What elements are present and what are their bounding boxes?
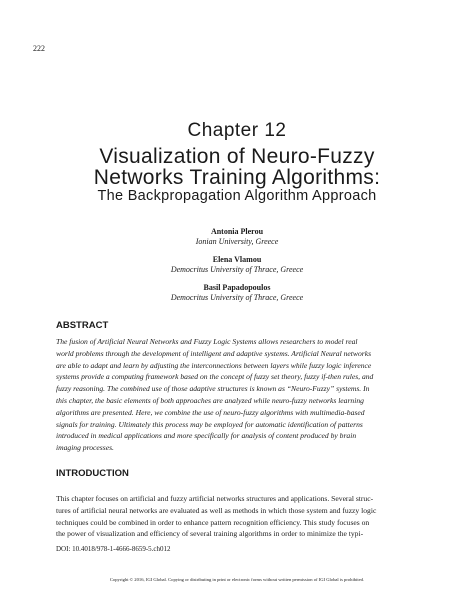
doi: DOI: 10.4018/978-1-4666-8659-5.ch012 <box>56 545 171 553</box>
chapter-title-line-2: Networks Training Algorithms: <box>93 166 381 189</box>
chapter-label: Chapter 12 <box>187 120 287 141</box>
author-affiliation: Democritus University of Thrace, Greece <box>170 293 304 302</box>
author-name: Elena Vlamou <box>212 255 262 264</box>
introduction-text <box>56 493 418 540</box>
page-number: 222 <box>33 44 45 53</box>
text-line: signals for training. Ultimately this process may be employed for automatic identification of patterns <box>56 419 363 429</box>
author-name: Basil Papadopoulos <box>203 283 271 292</box>
author-affiliation: Ionian University, Greece <box>195 237 279 246</box>
abstract-heading: ABSTRACT <box>56 320 109 331</box>
text-line: imaging processes. <box>56 443 114 453</box>
text-line: this chapter, the basic elements of both approaches are analyzed while neuro-fuzzy networks learning <box>56 395 364 405</box>
author-name: Antonia Plerou <box>210 227 264 236</box>
text-line: systems provide a computing framework based on the concept of fuzzy set theory, fuzzy if-then rules, and <box>56 372 374 382</box>
text-line: This chapter focuses on artificial and fuzzy artificial networks structures and applications. Several struc- <box>56 494 374 503</box>
chapter-subtitle: The Backpropagation Algorithm Approach <box>97 188 377 204</box>
text-line: techniques could be combined in order to enhance pattern recognition efficiency. This study focuses on <box>56 517 370 527</box>
author-affiliation: Democritus University of Thrace, Greece <box>170 265 304 274</box>
text-line: world problems through the development of intelligent and adaptive systems. Artificial Neural networks <box>56 348 372 358</box>
text-line: The fusion of Artificial Neural Networks and Fuzzy Logic Systems allows researchers to model real <box>56 337 358 346</box>
text-line: algorithms are presented. Here, we combine the use of neuro-fuzzy algorithms with multimedia-based <box>56 407 365 417</box>
abstract-text <box>56 336 418 454</box>
copyright-notice: Copyright © 2016, IGI Global. Copying or distributing in print or electronic forms without written permission of IGI Global is prohibited. <box>109 577 365 582</box>
text-line: the power of visualization and efficiency of several training algorithms in order to minimize the typi- <box>56 529 364 539</box>
introduction-heading: INTRODUCTION <box>56 468 129 479</box>
text-line: introduced in medical applications and more specifically for analysis of content produced by brain <box>56 431 357 441</box>
text-line: fuzzy reasoning. The combined use of those adaptive structures is known as “Neuro-Fuzzy” systems. In <box>56 384 370 394</box>
text-line: are able to adapt and learn by adjusting the interconnections between layers while fuzzy logic inference <box>56 360 372 370</box>
text-line: tures of artificial neural networks are evaluated as well as methods in which those system and fuzzy logic <box>56 505 377 515</box>
chapter-title-line-1: Visualization of Neuro-Fuzzy <box>99 145 375 168</box>
